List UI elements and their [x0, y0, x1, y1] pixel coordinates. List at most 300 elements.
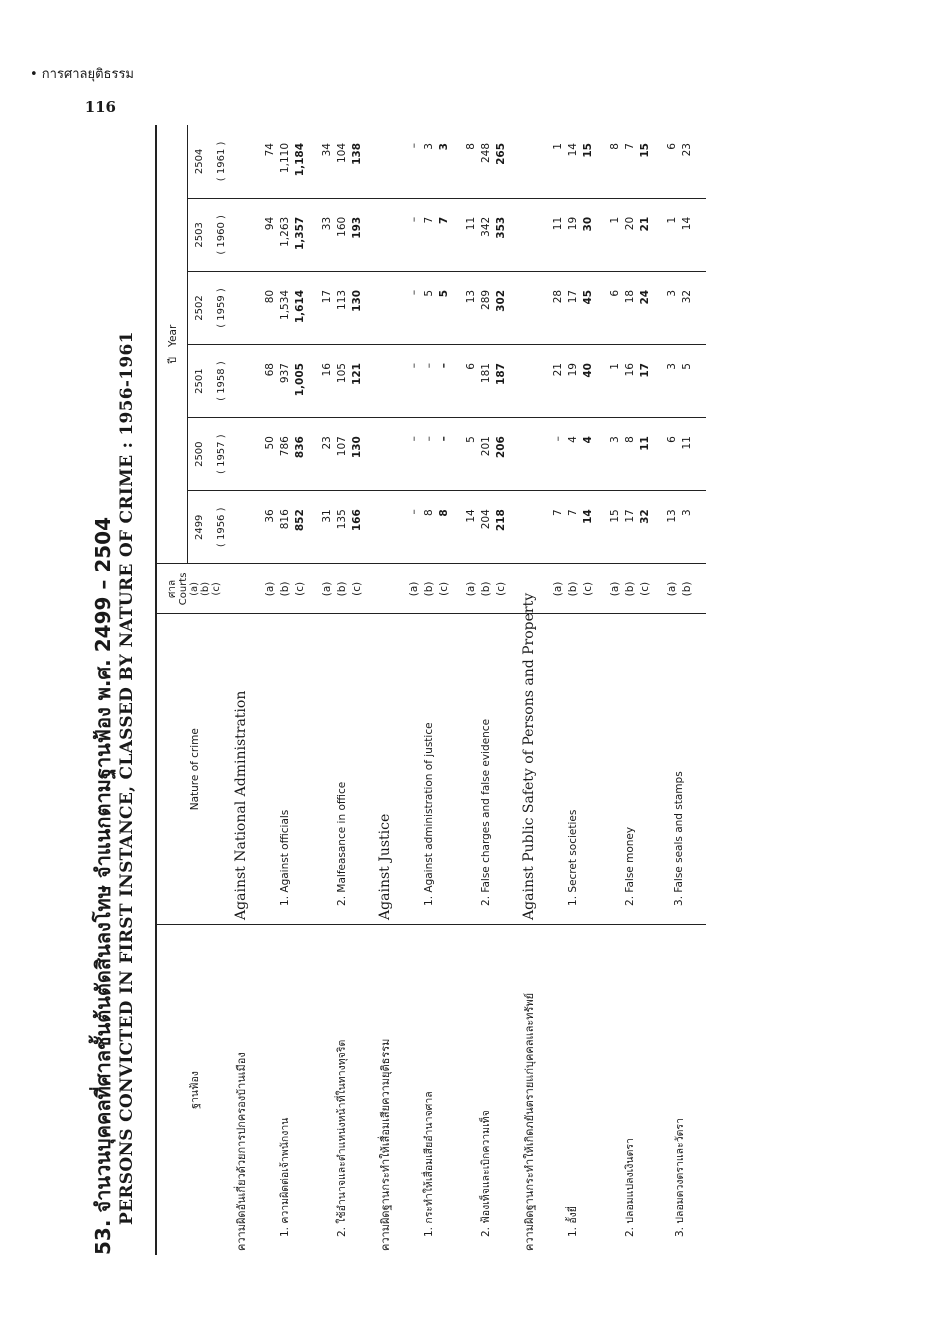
value-cell: 80: [262, 271, 277, 344]
value-cell: 6: [607, 271, 622, 344]
value-cell: 11: [550, 198, 565, 271]
court-code: (b): [200, 581, 211, 596]
value-cell: 5: [463, 418, 478, 491]
spacer-cell: [538, 125, 550, 198]
spacer-cell: [307, 198, 319, 271]
item-english: 2. False charges and false evidence: [463, 614, 508, 925]
spacer-cell: [595, 198, 607, 271]
empty-cell: [376, 491, 394, 564]
spacer-row: [538, 125, 550, 1255]
year-be-header: 2503: [188, 198, 211, 271]
spacer-cell: [508, 271, 520, 344]
spacer-cell: [307, 271, 319, 344]
item-thai: 2. ปลอมแปลงเงินตรา: [624, 1138, 636, 1237]
empty-cell: [376, 125, 394, 198]
value-cell: 7: [550, 491, 565, 564]
spacer-cell: [394, 198, 406, 271]
spacer-cell: [508, 924, 520, 1255]
spacer-cell: [364, 924, 376, 1255]
spacer-row: [394, 125, 406, 1255]
courts-english: Courts: [178, 572, 189, 606]
spacer-cell: [508, 614, 520, 925]
value-cell: 4: [565, 418, 580, 491]
empty-cell: [520, 345, 538, 418]
section-thai: ความผิดฐานกระทำให้เกิดภยันตรายแก่บุคคลและทรัพย์: [523, 992, 536, 1251]
value-cell: 21: [637, 198, 652, 271]
value-cell: 265: [493, 125, 508, 198]
value-cell: 3: [436, 125, 451, 198]
court-code: (a): [262, 564, 277, 614]
spacer-cell: [652, 614, 664, 925]
value-cell: 3: [664, 271, 679, 344]
value-cell: 1: [607, 345, 622, 418]
value-cell: 15: [607, 491, 622, 564]
table-row: [664, 125, 679, 1255]
value-cell: –: [406, 345, 421, 418]
empty-cell: [376, 198, 394, 271]
spacer-row: [508, 125, 520, 1255]
value-cell: 8: [421, 491, 436, 564]
spacer-row: [307, 125, 319, 1255]
year-thai: ปี: [166, 356, 179, 364]
spacer-cell: [307, 125, 319, 198]
year-be-header: 2501: [188, 345, 211, 418]
running-header: • การศาลยุติธรรม: [30, 67, 134, 82]
empty-cell: [232, 345, 250, 418]
value-cell: –: [421, 418, 436, 491]
spacer-cell: [394, 271, 406, 344]
item-english: 1. Against officials: [262, 614, 307, 925]
value-cell: 248: [478, 125, 493, 198]
value-cell: 36: [262, 491, 277, 564]
value-cell: 7: [622, 125, 637, 198]
empty-cell: [232, 125, 250, 198]
value-cell: –: [406, 198, 421, 271]
spacer-cell: [508, 564, 520, 614]
spacer-cell: [364, 564, 376, 614]
value-cell: 13: [664, 491, 679, 564]
court-code: (a): [189, 581, 200, 596]
section-english: Against Public Safety of Persons and Property: [520, 614, 538, 925]
value-cell: 23: [679, 125, 694, 198]
value-cell: 289: [478, 271, 493, 344]
value-cell: 17: [637, 345, 652, 418]
value-cell: 937: [277, 345, 292, 418]
value-cell: 160: [334, 198, 349, 271]
value-cell: 1: [550, 125, 565, 198]
value-cell: 8: [436, 491, 451, 564]
spacer-cell: [364, 614, 376, 925]
court-code: (c): [580, 564, 595, 614]
empty-cell: [376, 271, 394, 344]
value-cell: 786: [277, 418, 292, 491]
year-ce-header: ( 1960 ): [210, 198, 232, 271]
value-cell: 6: [664, 418, 679, 491]
spacer-cell: [538, 198, 550, 271]
value-cell: 45: [580, 271, 595, 344]
value-cell: 14: [565, 125, 580, 198]
spacer-row: [694, 125, 706, 1255]
court-code: (c): [349, 564, 364, 614]
spacer-cell: [508, 198, 520, 271]
court-code: (b): [277, 564, 292, 614]
spacer-cell: [595, 345, 607, 418]
value-cell: 21: [550, 345, 565, 418]
spacer-cell: [595, 924, 607, 1255]
court-code: (a): [463, 564, 478, 614]
value-cell: –: [550, 418, 565, 491]
spacer-cell: [538, 345, 550, 418]
spacer-cell: [538, 924, 550, 1255]
value-cell: 130: [349, 271, 364, 344]
spacer-cell: [595, 491, 607, 564]
spacer-cell: [364, 418, 376, 491]
spacer-cell: [595, 418, 607, 491]
year-ce-header: ( 1957 ): [210, 418, 232, 491]
court-code: (c): [292, 564, 307, 614]
value-cell: 1,357: [292, 198, 307, 271]
court-code: (a): [607, 564, 622, 614]
item-english: 1. Secret societies: [550, 614, 595, 925]
courts-cell: [232, 564, 250, 614]
value-cell: 11: [679, 418, 694, 491]
table-titles: [85, 125, 165, 1255]
value-cell: 32: [679, 271, 694, 344]
value-cell: 7: [421, 198, 436, 271]
value-cell: 7: [436, 198, 451, 271]
value-cell: 852: [292, 491, 307, 564]
value-cell: 16: [319, 345, 334, 418]
spacer-cell: [694, 418, 706, 491]
year-be-header: 2502: [188, 271, 211, 344]
court-code: (b): [622, 564, 637, 614]
value-cell: 23: [319, 418, 334, 491]
court-code: (c): [211, 582, 222, 596]
spacer-cell: [451, 271, 463, 344]
value-cell: 836: [292, 418, 307, 491]
spacer-cell: [250, 614, 262, 925]
value-cell: 5: [436, 271, 451, 344]
spacer-cell: [394, 564, 406, 614]
court-code: (b): [334, 564, 349, 614]
court-code: (c): [436, 564, 451, 614]
year-ce-header: ( 1961 ): [210, 125, 232, 198]
item-english: 2. False money: [607, 614, 652, 925]
item-english: 1. Against administration of justice: [406, 614, 451, 925]
value-cell: 24: [637, 271, 652, 344]
spacer-cell: [652, 564, 664, 614]
value-cell: 353: [493, 198, 508, 271]
section-english: Against Justice: [376, 614, 394, 925]
empty-cell: [520, 198, 538, 271]
table-body: [232, 125, 706, 1255]
value-cell: 68: [262, 345, 277, 418]
spacer-cell: [364, 491, 376, 564]
value-cell: 3: [664, 345, 679, 418]
value-cell: –: [406, 491, 421, 564]
section-thai: ความผิดอันเกี่ยวด้วยการปกครองบ้านเมือง: [235, 1052, 248, 1251]
value-cell: 32: [637, 491, 652, 564]
table-title-thai: 53. จำนวนบุคคลที่ศาลชั้นต้นตัดสินลงโทษ จำแนกตามฐานฟ้อง พ.ศ. 2499 – 2504: [91, 517, 115, 1255]
spacer-cell: [451, 491, 463, 564]
value-cell: 206: [493, 418, 508, 491]
spacer-row: [364, 125, 376, 1255]
value-cell: 8: [463, 125, 478, 198]
item-thai: 2. ใช้อำนาจและตำแหน่งหน้าที่ในทางทุจริต: [336, 1039, 348, 1237]
spacer-cell: [250, 125, 262, 198]
value-cell: 121: [349, 345, 364, 418]
court-code: (a): [319, 564, 334, 614]
court-code: (b): [679, 564, 694, 614]
value-cell: –: [436, 418, 451, 491]
empty-cell: [232, 198, 250, 271]
value-cell: 3: [607, 418, 622, 491]
section-row: [376, 125, 394, 1255]
spacer-cell: [652, 924, 664, 1255]
spacer-cell: [364, 345, 376, 418]
section-thai: ความผิดฐานกระทำให้เสื่อมเสียความยุติธรรม: [379, 1038, 392, 1251]
year-ce-header: ( 1956 ): [210, 491, 232, 564]
spacer-cell: [394, 345, 406, 418]
empty-cell: [520, 271, 538, 344]
empty-cell: [520, 491, 538, 564]
value-cell: 13: [463, 271, 478, 344]
value-cell: 342: [478, 198, 493, 271]
spacer-cell: [694, 924, 706, 1255]
value-cell: 8: [622, 418, 637, 491]
spacer-cell: [250, 345, 262, 418]
table-row: [262, 125, 277, 1255]
spacer-cell: [250, 418, 262, 491]
spacer-cell: [451, 418, 463, 491]
value-cell: 201: [478, 418, 493, 491]
spacer-cell: [652, 125, 664, 198]
nature-column-header: Nature of crime: [156, 614, 232, 925]
value-cell: 5: [421, 271, 436, 344]
spacer-cell: [595, 564, 607, 614]
spacer-row: [451, 125, 463, 1255]
value-cell: 302: [493, 271, 508, 344]
spacer-cell: [364, 125, 376, 198]
value-cell: 19: [565, 345, 580, 418]
year-be-header: 2499: [188, 491, 211, 564]
item-thai: 1. ความผิดต่อเจ้าพนักงาน: [279, 1117, 291, 1237]
value-cell: 218: [493, 491, 508, 564]
value-cell: 15: [637, 125, 652, 198]
value-cell: 204: [478, 491, 493, 564]
spacer-cell: [451, 125, 463, 198]
section-row: [232, 125, 250, 1255]
value-cell: 17: [319, 271, 334, 344]
table-row: [319, 125, 334, 1255]
courts-cell: [376, 564, 394, 614]
year-ce-header: ( 1958 ): [210, 345, 232, 418]
spacer-cell: [451, 198, 463, 271]
value-cell: 19: [565, 198, 580, 271]
spacer-cell: [307, 418, 319, 491]
value-cell: 166: [349, 491, 364, 564]
value-cell: 6: [664, 125, 679, 198]
value-cell: 11: [637, 418, 652, 491]
value-cell: 1,534: [277, 271, 292, 344]
value-cell: 14: [580, 491, 595, 564]
value-cell: 40: [580, 345, 595, 418]
value-cell: 94: [262, 198, 277, 271]
court-code: (b): [565, 564, 580, 614]
table-title-english: PERSONS CONVICTED IN FIRST INSTANCE, CLASSED BY NATURE OF CRIME : 1956-1961: [117, 331, 137, 1225]
spacer-cell: [307, 491, 319, 564]
item-thai: 1. กระทำให้เสื่อมเสียอำนาจศาล: [423, 1091, 435, 1237]
spacer-cell: [652, 345, 664, 418]
spacer-cell: [652, 198, 664, 271]
court-code: (a): [406, 564, 421, 614]
empty-cell: [232, 271, 250, 344]
spacer-cell: [652, 271, 664, 344]
empty-cell: [376, 418, 394, 491]
value-cell: 107: [334, 418, 349, 491]
value-cell: 17: [565, 271, 580, 344]
spacer-cell: [508, 345, 520, 418]
court-code: (c): [493, 564, 508, 614]
value-cell: 11: [463, 198, 478, 271]
value-cell: 34: [319, 125, 334, 198]
value-cell: 50: [262, 418, 277, 491]
spacer-cell: [307, 924, 319, 1255]
empty-cell: [520, 418, 538, 491]
value-cell: 4: [580, 418, 595, 491]
value-cell: 7: [565, 491, 580, 564]
value-cell: 16: [622, 345, 637, 418]
court-code: (a): [550, 564, 565, 614]
year-header: [156, 125, 188, 564]
value-cell: –: [421, 345, 436, 418]
value-cell: –: [436, 345, 451, 418]
item-english: 3. False seals and stamps: [664, 614, 694, 925]
spacer-row: [595, 125, 607, 1255]
spacer-cell: [451, 614, 463, 925]
value-cell: 3: [421, 125, 436, 198]
spacer-cell: [652, 491, 664, 564]
spacer-cell: [250, 271, 262, 344]
spacer-cell: [394, 418, 406, 491]
court-code: (a): [664, 564, 679, 614]
spacer-cell: [508, 418, 520, 491]
court-code: (b): [421, 564, 436, 614]
spacer-cell: [694, 271, 706, 344]
value-cell: 6: [463, 345, 478, 418]
spacer-cell: [538, 564, 550, 614]
conviction-table: [155, 125, 706, 1255]
spacer-cell: [652, 418, 664, 491]
value-cell: 18: [622, 271, 637, 344]
spacer-cell: [394, 491, 406, 564]
rotated-table-block: [85, 125, 905, 1255]
value-cell: 33: [319, 198, 334, 271]
spacer-cell: [250, 564, 262, 614]
value-cell: 1,110: [277, 125, 292, 198]
spacer-cell: [694, 345, 706, 418]
section-english: Against National Administration: [232, 614, 250, 925]
spacer-row: [652, 125, 664, 1255]
spacer-cell: [694, 491, 706, 564]
value-cell: 193: [349, 198, 364, 271]
item-english: 2. Malfeasance in office: [319, 614, 364, 925]
spacer-cell: [250, 491, 262, 564]
empty-cell: [232, 491, 250, 564]
thai-column-header: ฐานฟ้อง: [156, 924, 232, 1255]
value-cell: 816: [277, 491, 292, 564]
spacer-cell: [250, 198, 262, 271]
spacer-cell: [538, 491, 550, 564]
spacer-cell: [694, 198, 706, 271]
spacer-cell: [394, 924, 406, 1255]
value-cell: 113: [334, 271, 349, 344]
courts-column-header: [156, 564, 232, 614]
spacer-cell: [508, 125, 520, 198]
value-cell: 28: [550, 271, 565, 344]
value-cell: –: [406, 418, 421, 491]
value-cell: 15: [580, 125, 595, 198]
value-cell: 14: [679, 198, 694, 271]
court-code: (c): [637, 564, 652, 614]
table-row: [550, 125, 565, 1255]
value-cell: 5: [679, 345, 694, 418]
value-cell: 1,005: [292, 345, 307, 418]
spacer-cell: [250, 924, 262, 1255]
spacer-cell: [307, 345, 319, 418]
spacer-cell: [451, 345, 463, 418]
value-cell: 17: [622, 491, 637, 564]
year-ce-header: ( 1959 ): [210, 271, 232, 344]
spacer-row: [250, 125, 262, 1255]
value-cell: –: [406, 271, 421, 344]
spacer-cell: [595, 125, 607, 198]
year-be-header: 2500: [188, 418, 211, 491]
value-cell: 104: [334, 125, 349, 198]
year-english: Year: [166, 324, 179, 347]
spacer-cell: [394, 614, 406, 925]
value-cell: 74: [262, 125, 277, 198]
value-cell: 181: [478, 345, 493, 418]
value-cell: 1,614: [292, 271, 307, 344]
section-row: [520, 125, 538, 1255]
item-thai: 1. อั้งยี่: [567, 1206, 579, 1237]
value-cell: 138: [349, 125, 364, 198]
value-cell: 1,184: [292, 125, 307, 198]
value-cell: 20: [622, 198, 637, 271]
spacer-cell: [694, 564, 706, 614]
value-cell: 187: [493, 345, 508, 418]
spacer-cell: [364, 198, 376, 271]
spacer-cell: [694, 125, 706, 198]
value-cell: 31: [319, 491, 334, 564]
spacer-cell: [451, 564, 463, 614]
spacer-cell: [307, 564, 319, 614]
table-row: [463, 125, 478, 1255]
value-cell: 135: [334, 491, 349, 564]
spacer-cell: [451, 924, 463, 1255]
item-thai: 2. ฟ้องเท็จและเบิกความเท็จ: [480, 1110, 492, 1237]
spacer-cell: [364, 271, 376, 344]
value-cell: 30: [580, 198, 595, 271]
year-be-header: 2504: [188, 125, 211, 198]
spacer-cell: [595, 271, 607, 344]
empty-cell: [232, 418, 250, 491]
table-row: [406, 125, 421, 1255]
value-cell: 14: [463, 491, 478, 564]
spacer-cell: [394, 125, 406, 198]
spacer-cell: [538, 418, 550, 491]
